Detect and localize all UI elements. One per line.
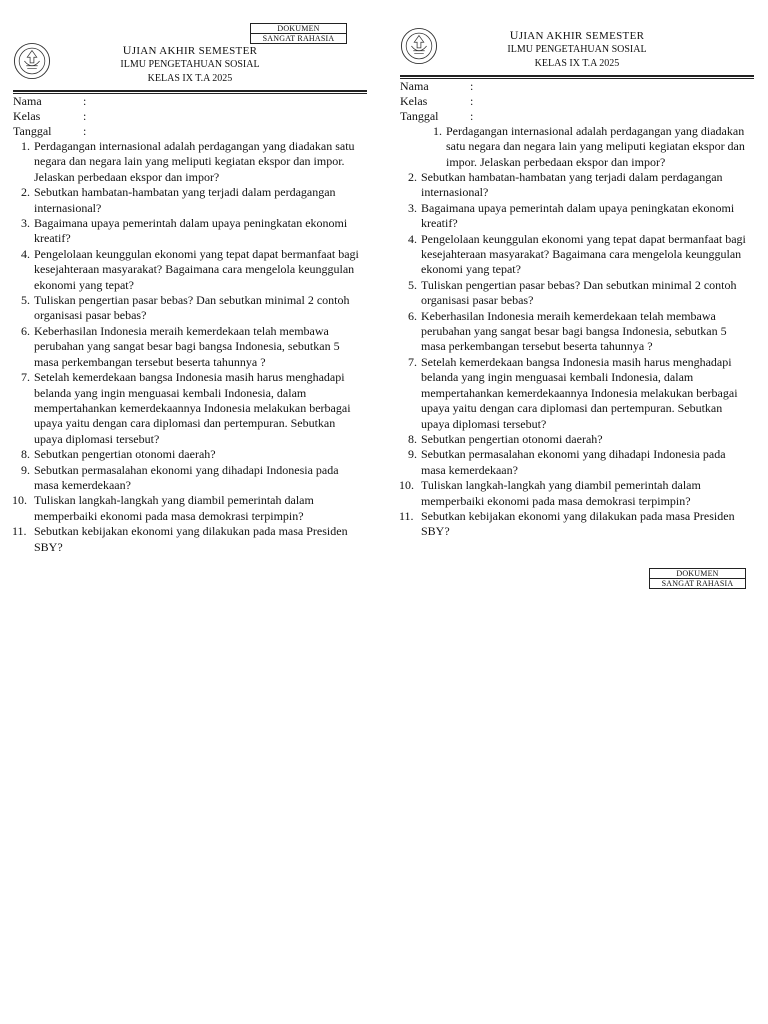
- question-item: 10. Tuliskan langkah-langkah yang diambil pemerintah dalam memperbaiki ekonomi pada masa demokrasi terpimpin?: [12, 493, 314, 523]
- confidential-stamp: [250, 23, 347, 44]
- question-item: 6. Keberhasilan Indonesia meraih kemerdekaan telah membawa perubahan yang sangat besar bagi bangsa Indonesia, sebutkan 5 masa perkembangan tersebut beserta tahunnya ?: [408, 308, 727, 354]
- identity-row-date: Tanggal :: [13, 124, 87, 138]
- question-item: 11. Sebutkan kebijakan ekonomi yang dilakukan pada masa Presiden SBY?: [12, 524, 348, 554]
- question-item: 4. Pengelolaan keunggulan ekonomi yang tepat dapat bermanfaat bagi kesejahteraan masyarakat? Bagaimana cara mengelola keunggulan ekonomi yang tepat?: [408, 231, 746, 277]
- exam-subject: ILMU PENGETAHUAN SOSIAL: [507, 44, 647, 55]
- exam-title: UJIAN AKHIR SEMESTER: [509, 28, 645, 42]
- question-item: 4. Pengelolaan keunggulan ekonomi yang tepat dapat bermanfaat bagi kesejahteraan masyarakat? Bagaimana cara mengelola keunggulan ekonomi yang tepat?: [21, 246, 359, 292]
- question-item: 7. Setelah kemerdekaan bangsa Indonesia masih harus menghadapi belanda yang ingin menguasai kembali Indonesia, dalam mempertahankan kemerdekaannya Indonesia melakukan berbagai upaya yaitu dengan cara diplomasi dan pertempuran. Sebutkan upaya diplomasi tersebut?: [408, 354, 738, 431]
- question-item: 3. Bagaimana upaya pemerintah dalam upaya peningkatan ekonomi kreatif?: [21, 216, 348, 246]
- identity-row-class: Kelas :: [13, 109, 87, 123]
- tut-wuri-handayani-logo: [13, 42, 51, 80]
- identity-row-class: Kelas :: [400, 94, 474, 108]
- question-item: 2. Sebutkan hambatan-hambatan yang terjadi dalam perdagangan internasional?: [408, 170, 723, 200]
- exam-title-block: [470, 28, 684, 71]
- exam-title: UJIAN AKHIR SEMESTER: [122, 43, 258, 57]
- question-item: 11. Sebutkan kebijakan ekonomi yang dilakukan pada masa Presiden SBY?: [399, 508, 735, 539]
- student-identity-fields: [400, 79, 600, 124]
- question-item: 2. Sebutkan hambatan-hambatan yang terjadi dalam perdagangan internasional?: [21, 185, 336, 215]
- identity-row-date: Tanggal :: [400, 109, 474, 123]
- question-item: 1. Perdagangan internasional adalah perdagangan yang diadakan satu negara dan negara lain yang meliputi kegiatan ekspor dan impor. Jelaskan perbedaan ekspor dan impor?: [433, 124, 745, 169]
- question-item: 10. Tuliskan langkah-langkah yang diambil pemerintah dalam memperbaiki ekonomi pada masa demokrasi terpimpin?: [399, 478, 701, 508]
- question-item: 8. Sebutkan pengertian otonomi daerah?: [21, 447, 216, 462]
- question-item: 5. Tuliskan pengertian pasar bebas? Dan sebutkan minimal 2 contoh organisasi pasar bebas?: [408, 277, 737, 308]
- tut-wuri-handayani-logo: [400, 27, 438, 65]
- question-list-right-first: [425, 124, 750, 170]
- question-item: 7. Setelah kemerdekaan bangsa Indonesia masih harus menghadapi belanda yang ingin menguasai kembali Indonesia, dalam mempertahankan kemerdekaannya Indonesia melakukan berbagai upaya yaitu dengan cara diplomasi dan pertempuran. Sebutkan upaya diplomasi tersebut?: [21, 370, 351, 446]
- exam-title-block: [83, 43, 297, 86]
- stamp-line-2: SANGAT RAHASIA: [661, 579, 734, 588]
- identity-row-name: Nama :: [400, 79, 474, 93]
- stamp-line-2: SANGAT RAHASIA: [262, 34, 335, 43]
- question-item: 5. Tuliskan pengertian pasar bebas? Dan sebutkan minimal 2 contoh organisasi pasar bebas?: [21, 293, 350, 323]
- stamp-line-1: DOKUMEN: [251, 24, 346, 34]
- question-item: 9. Sebutkan permasalahan ekonomi yang dihadapi Indonesia pada masa kemerdekaan?: [21, 462, 339, 492]
- question-item: 6. Keberhasilan Indonesia meraih kemerdekaan telah membawa perubahan yang sangat besar bagi bangsa Indonesia, sebutkan 5 masa perkembangan tersebut beserta tahunnya ?: [21, 323, 340, 369]
- stamp-line-1: DOKUMEN: [650, 569, 745, 579]
- exam-class-year: KELAS IX T.A 2025: [147, 73, 233, 84]
- student-identity-fields: [13, 94, 213, 139]
- question-list-left: [13, 139, 363, 555]
- question-list-right: [400, 170, 750, 540]
- question-item: 3. Bagaimana upaya pemerintah dalam upaya peningkatan ekonomi kreatif?: [408, 200, 735, 231]
- confidential-stamp: [649, 568, 746, 589]
- question-item: 1. Perdagangan internasional adalah perdagangan yang diadakan satu negara dan negara lain yang meliputi kegiatan ekspor dan impor. Jelaskan perbedaan ekspor dan impor?: [21, 139, 355, 184]
- question-item: 8. Sebutkan pengertian otonomi daerah?: [408, 431, 603, 446]
- identity-row-name: Nama :: [13, 94, 87, 108]
- exam-class-year: KELAS IX T.A 2025: [534, 58, 620, 69]
- question-item: 9. Sebutkan permasalahan ekonomi yang dihadapi Indonesia pada masa kemerdekaan?: [408, 447, 726, 477]
- exam-subject: ILMU PENGETAHUAN SOSIAL: [120, 59, 260, 70]
